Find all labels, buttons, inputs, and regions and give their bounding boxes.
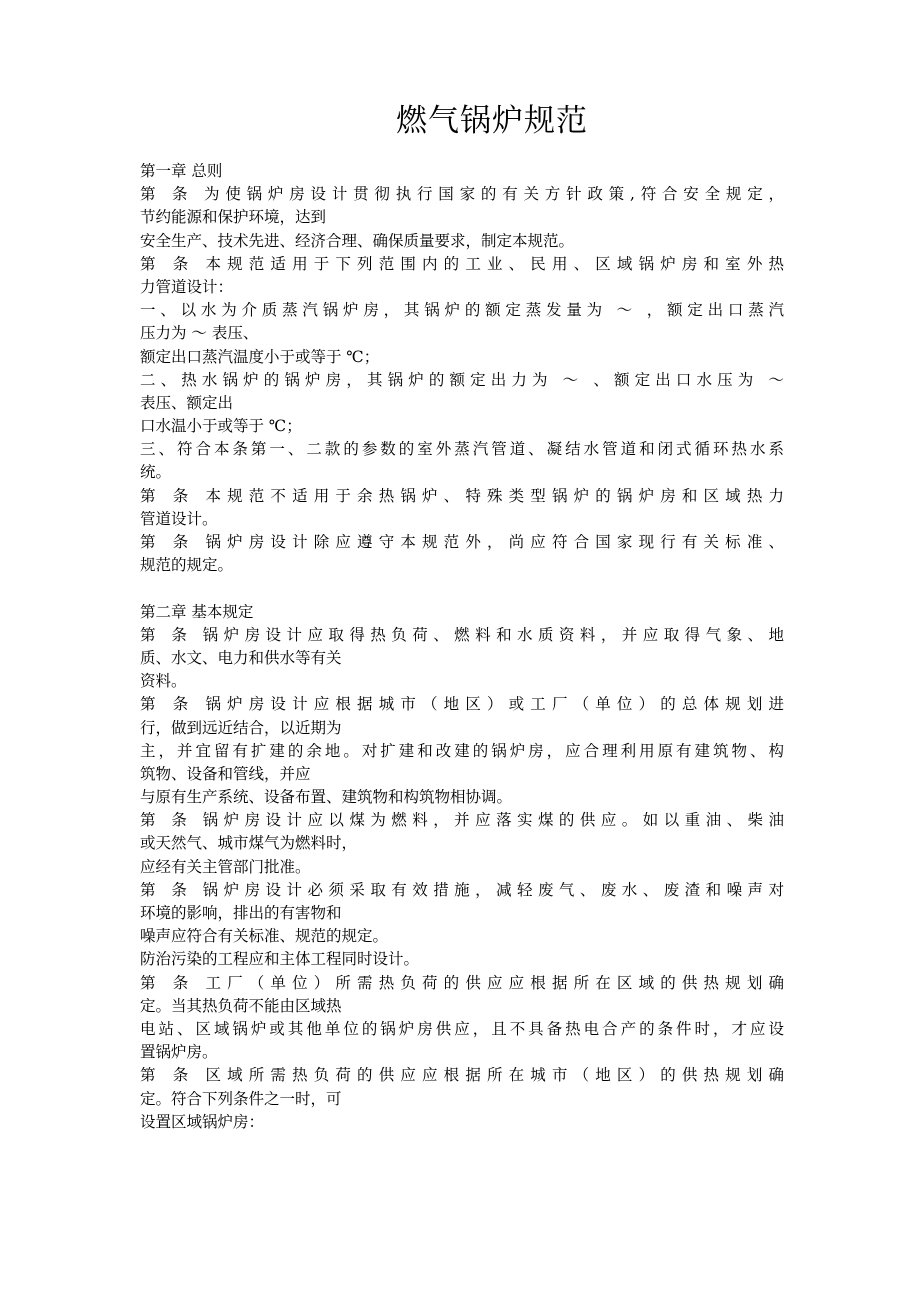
text-line: 定。当其热负荷不能由区域热 bbox=[140, 996, 342, 1015]
text-line: 第 条 工厂（单位）所需热负荷的供应应根据所在区域的供热规划确 bbox=[140, 973, 784, 992]
text-line: 置锅炉房。 bbox=[140, 1043, 218, 1062]
text-line: 第一章 总则 bbox=[140, 162, 223, 180]
text-line: 与原有生产系统、设备布置、建筑物和构筑物相协调。 bbox=[140, 788, 513, 807]
text-line: 主，并宜留有扩建的余地。对扩建和改建的锅炉房，应合理利用原有建筑物、构 bbox=[140, 741, 784, 760]
text-line: 表压、额定出 bbox=[140, 393, 234, 412]
text-line: 安全生产、技术先进、经济合理、确保质量要求，制定本规范。 bbox=[140, 231, 575, 250]
text-line: 电站、区域锅炉或其他单位的锅炉房供应，且不具备热电合产的条件时，才应设 bbox=[140, 1019, 784, 1038]
text-line: 统。 bbox=[140, 463, 172, 482]
text-line: 质、水文、电力和供水等有关 bbox=[140, 648, 342, 667]
text-line: 规范的规定。 bbox=[140, 556, 234, 575]
text-line: 额定出口蒸汽温度小于或等于 ℃； bbox=[140, 347, 380, 366]
text-line: 资料。 bbox=[140, 672, 187, 691]
text-line: 第 条 区域所需热负荷的供应应根据所在城市（地区）的供热规划确 bbox=[140, 1066, 784, 1085]
text-line: 二、热水锅炉的锅炉房，其锅炉的额定出力为 ～ 、额定出口水压为 ～ bbox=[140, 370, 784, 389]
text-line: 或天然气、城市煤气为燃料时， bbox=[140, 834, 358, 853]
text-line: 防治污染的工程应和主体工程同时设计。 bbox=[140, 950, 420, 969]
text-line: 第 条 本规范不适用于余热锅炉、特殊类型锅炉的锅炉房和区域热力 bbox=[140, 486, 784, 505]
text-line: 三、符合本条第一、二款的参数的室外蒸汽管道、凝结水管道和闭式循环热水系 bbox=[140, 440, 784, 459]
document-body bbox=[140, 160, 784, 1134]
text-line: 管道设计。 bbox=[140, 509, 218, 528]
text-line: 第 条 本规范适用于下列范围内的工业、民用、区域锅炉房和室外热 bbox=[140, 254, 784, 273]
text-line: 环境的影响，排出的有害物和 bbox=[140, 904, 342, 922]
blank-line bbox=[140, 577, 784, 600]
document-title: 燃气锅炉规范 bbox=[396, 103, 588, 139]
text-line: 设置区域锅炉房： bbox=[140, 1112, 265, 1131]
text-line: 定。符合下列条件之一时，可 bbox=[140, 1089, 342, 1108]
text-line: 一、以水为介质蒸汽锅炉房，其锅炉的额定蒸发量为 ～ ，额定出口蒸汽 bbox=[140, 301, 784, 320]
text-line: 噪声应符合有关标准、规范的规定。 bbox=[140, 927, 389, 946]
text-line: 力管道设计： bbox=[140, 277, 234, 296]
text-line: 第 条 锅炉房设计应取得热负荷、燃料和水质资料，并应取得气象、地 bbox=[140, 625, 784, 644]
text-line: 第 条 锅炉房设计除应遵守本规范外，尚应符合国家现行有关标准、 bbox=[140, 533, 784, 551]
text-line: 第二章 基本规定 bbox=[140, 602, 254, 621]
text-line: 第 条 为使锅炉房设计贯彻执行国家的有关方针政策,符合安全规定， bbox=[140, 185, 784, 204]
text-line: 筑物、设备和管线，并应 bbox=[140, 764, 311, 783]
text-line: 第 条 锅炉房设计必须采取有效措施，减轻废气、废水、废渣和噪声对 bbox=[140, 880, 784, 899]
text-line: 压力为 ～ 表压、 bbox=[140, 324, 259, 343]
text-line: 口水温小于或等于 ℃； bbox=[140, 417, 302, 436]
text-line: 行，做到远近结合，以近期为 bbox=[140, 718, 342, 737]
text-line: 第 条 锅炉房设计应根据城市（地区）或工厂（单位）的总体规划进 bbox=[140, 695, 784, 714]
text-line: 第 条 锅炉房设计应以煤为燃料，并应落实煤的供应。如以重油、柴油 bbox=[140, 811, 784, 830]
text-line: 应经有关主管部门批准。 bbox=[140, 857, 311, 876]
text-line: 节约能源和保护环境，达到 bbox=[140, 208, 327, 227]
